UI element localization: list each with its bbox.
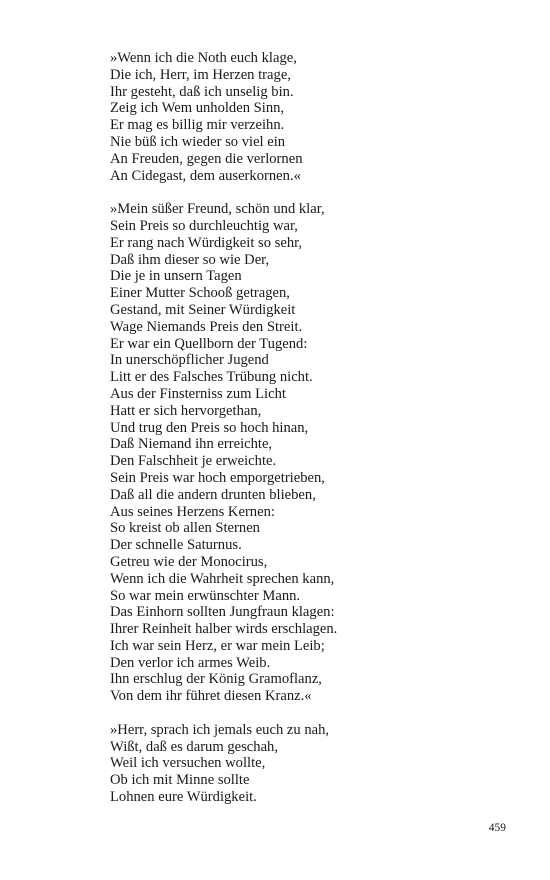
poem-line: Die je in unsern Tagen [110, 268, 242, 285]
poem-line: Sein Preis war hoch emporgetrieben, [110, 469, 325, 486]
poem-line: Ich war sein Herz, er war mein Leib; [110, 637, 325, 654]
poem-line: »Herr, sprach ich jemals euch zu nah, [110, 721, 330, 738]
poem-line: Daß ihm dieser so wie Der, [110, 251, 270, 268]
poem-line: Ihr gesteht, daß ich unselig bin. [110, 83, 294, 100]
poem-text [110, 50, 510, 823]
poem-line: »Wenn ich die Noth euch klage, [110, 50, 297, 66]
poem-line: Wißt, daß es darum geschah, [110, 738, 278, 755]
poem-line: Ob ich mit Minne sollte [110, 772, 250, 789]
poem-line: Und trug den Preis so hoch hinan, [110, 419, 309, 436]
poem-line: Ihrer Reinheit halber wirds erschlagen. [110, 621, 338, 638]
poem-line: Die ich, Herr, im Herzen trage, [110, 66, 291, 83]
page-number: 459 [488, 822, 506, 834]
poem-line: An Freuden, gegen die verlornen [110, 150, 303, 167]
poem-line: Daß all die andern drunten blieben, [110, 486, 316, 503]
poem-line: Der schnelle Saturnus. [110, 537, 242, 554]
poem-line: Zeig ich Wem unholden Sinn, [110, 100, 285, 117]
poem-line: »Mein süßer Freund, schön und klar, [110, 201, 325, 218]
poem-line: Aus seines Herzens Kernen: [110, 503, 275, 520]
poem-line: Er mag es billig mir verzeihn. [110, 117, 285, 134]
poem-line: Von dem ihr führet diesen Kranz.« [110, 688, 312, 705]
poem-line: Aus der Finsterniss zum Licht [110, 385, 286, 402]
poem-line: Weil ich versuchen wollte, [110, 755, 266, 772]
poem-line: An Cidegast, dem auserkornen.« [110, 167, 301, 184]
poem-line: Er rang nach Würdigkeit so sehr, [110, 234, 303, 251]
poem-line: Ihn erschlug der König Gramoflanz, [110, 671, 322, 688]
poem-line: Gestand, mit Seiner Würdigkeit [110, 301, 296, 318]
poem-line: Wenn ich die Wahrheit sprechen kann, [110, 570, 335, 587]
poem-line: Sein Preis so durchleuchtig war, [110, 217, 298, 234]
poem-line: Nie büß ich wieder so viel ein [110, 133, 286, 150]
poem-line: Daß Niemand ihn erreichte, [110, 436, 273, 453]
poem-line: Getreu wie der Monocirus, [110, 553, 268, 570]
poem-line: Das Einhorn sollten Jungfraun klagen: [110, 604, 335, 621]
poem-line: Den Falschheit je erweichte. [110, 453, 277, 470]
poem-line: Hatt er sich hervorgethan, [110, 402, 262, 419]
poem-line: Einer Mutter Schooß getragen, [110, 285, 290, 302]
poem-line: Er war ein Quellborn der Tugend: [110, 335, 308, 352]
stanza [110, 722, 510, 806]
poem-line: Wage Niemands Preis den Streit. [110, 318, 303, 335]
stanza [110, 201, 510, 705]
poem-line: In unerschöpflicher Jugend [110, 352, 269, 369]
poem-line: Den verlor ich armes Weib. [110, 654, 271, 671]
poem-line: Litt er des Falsches Trübung nicht. [110, 369, 313, 386]
poem-line: Lohnen eure Würdigkeit. [110, 789, 257, 806]
stanza [110, 50, 510, 184]
poem-line: So kreist ob allen Sternen [110, 520, 260, 537]
poem-line: So war mein erwünschter Mann. [110, 587, 301, 604]
